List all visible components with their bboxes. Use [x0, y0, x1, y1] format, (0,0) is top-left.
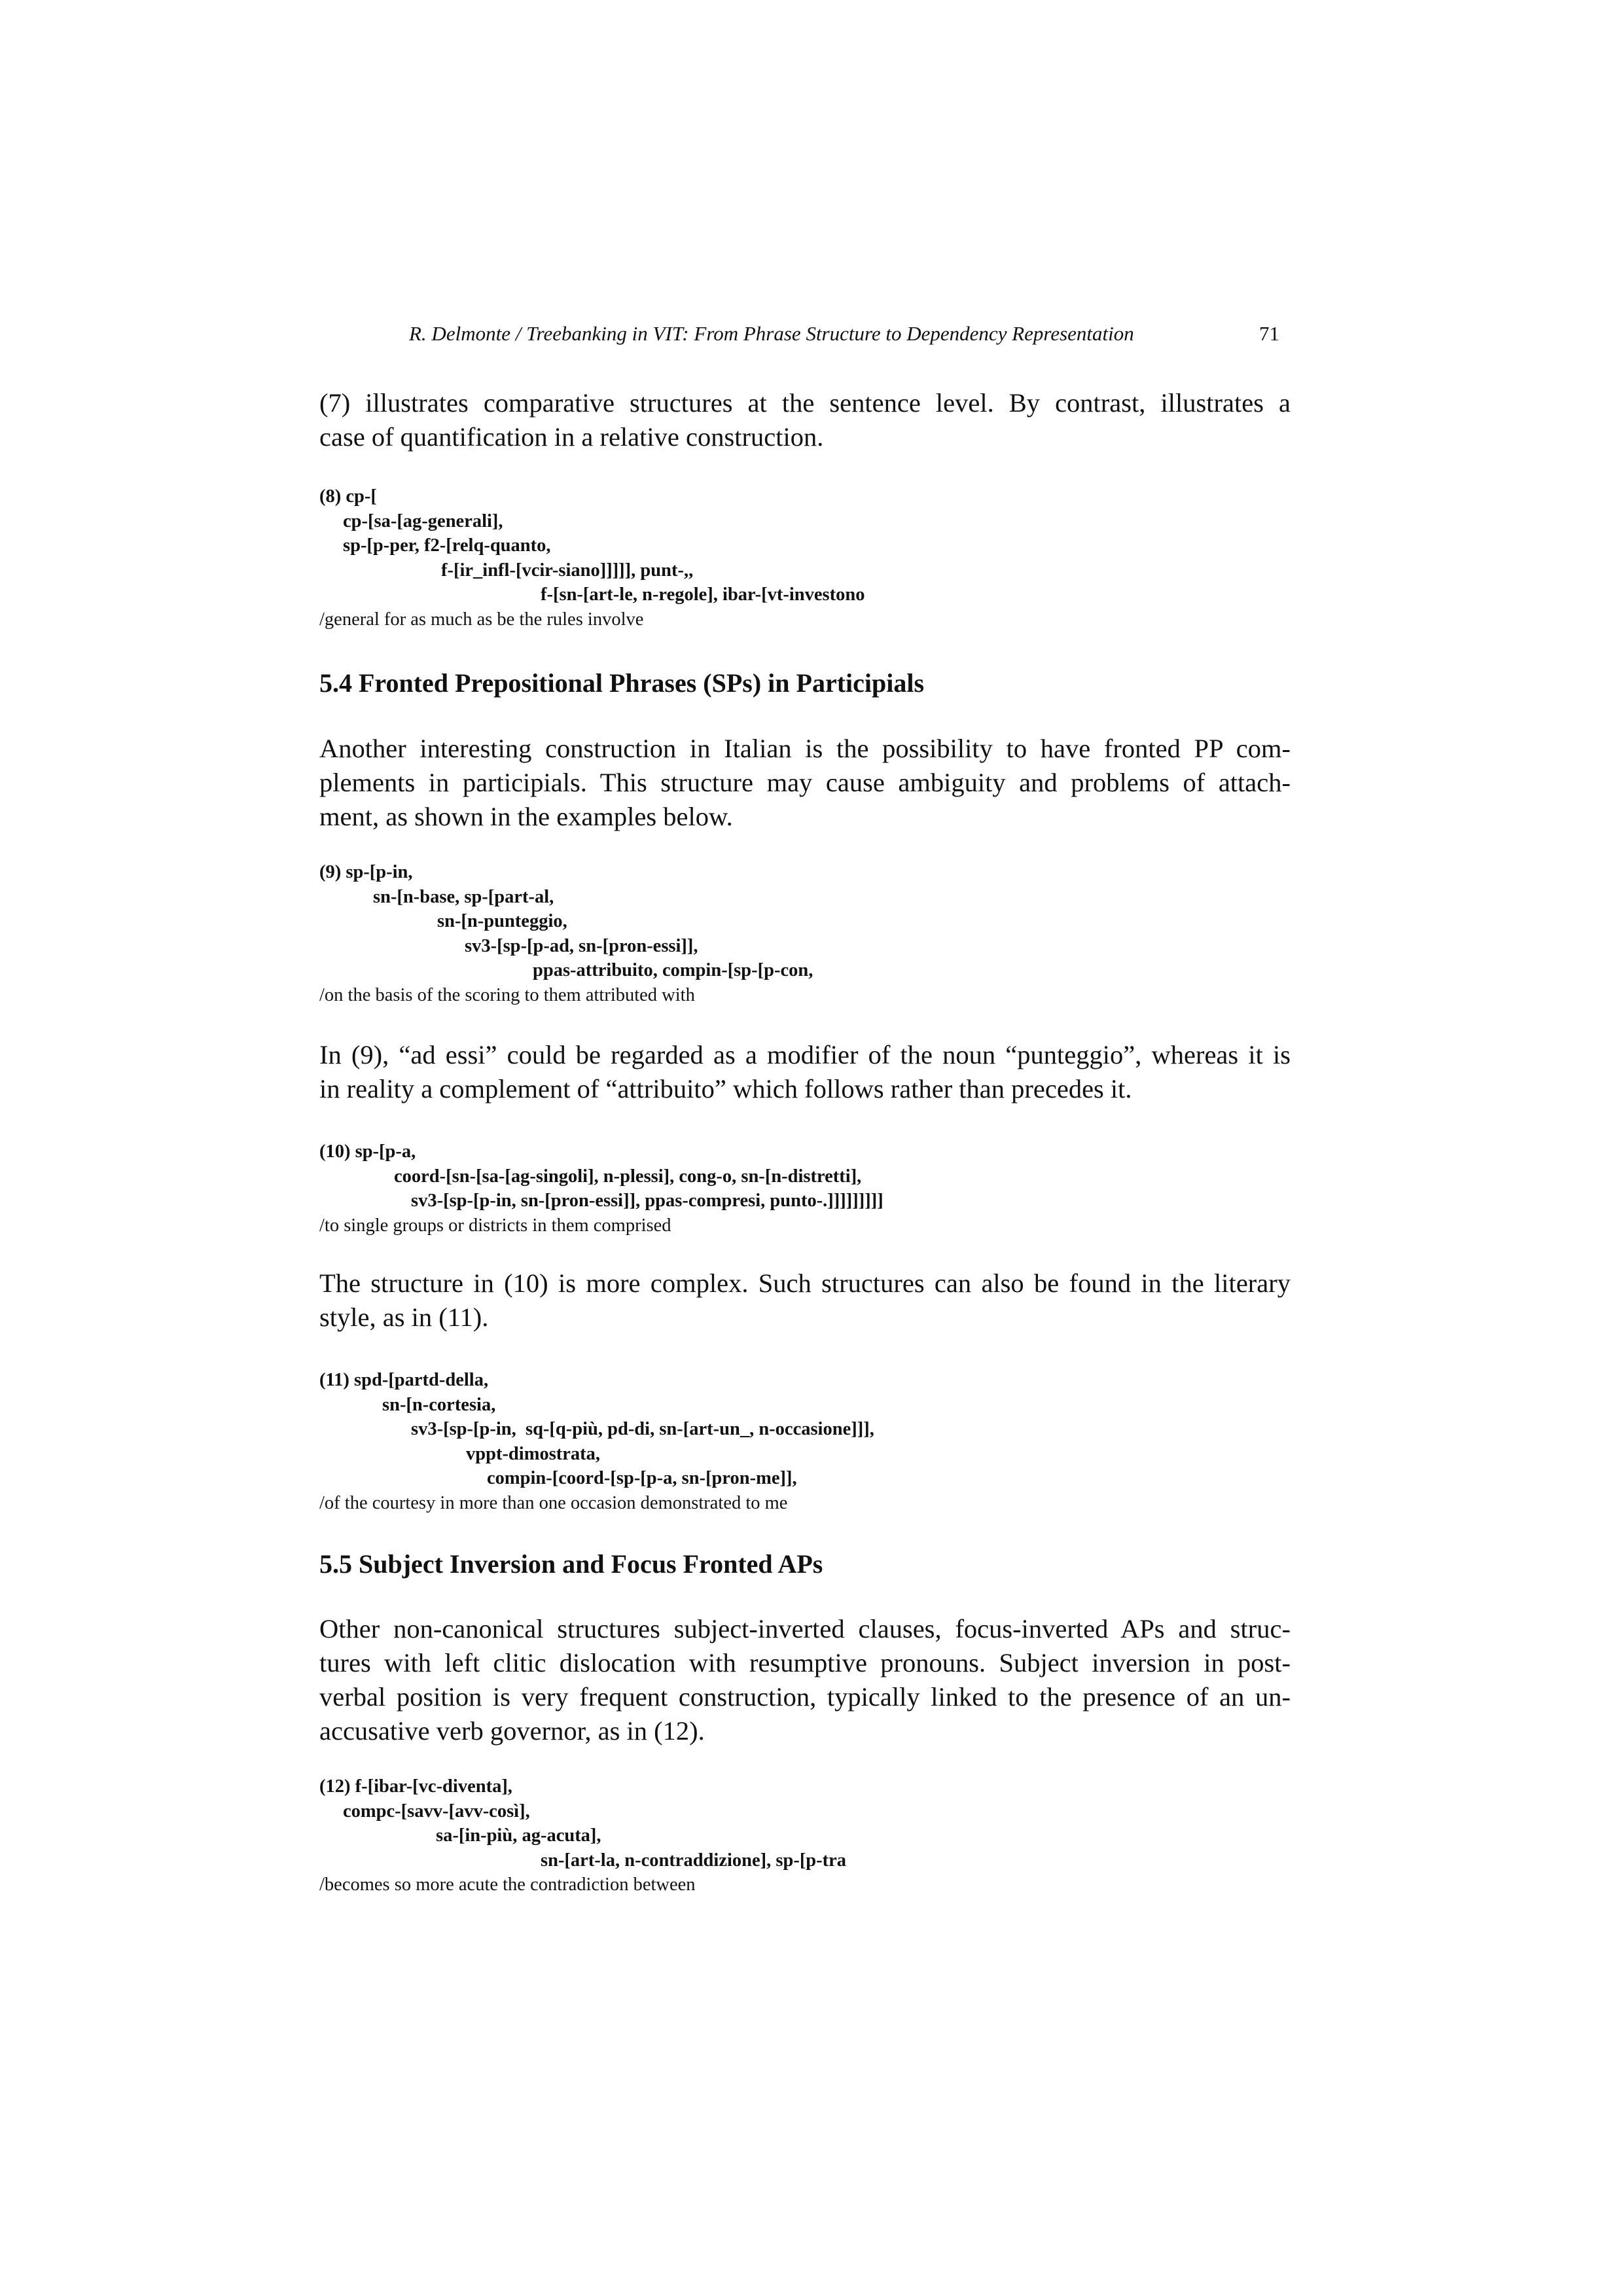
paragraph-line: (7) illustrates comparative structures at the sentence level. By contrast, illustrates a: [319, 388, 1291, 418]
example-12: [319, 1774, 1301, 1897]
example-9: [319, 860, 1301, 1007]
example-line: sn-[art-la, n-contraddizione], sp-[p-tra: [541, 1850, 847, 1871]
paragraph-complex: [319, 1266, 1291, 1335]
example-line: (9) sp-[p-in,: [319, 862, 413, 882]
page-number: 71: [1259, 322, 1279, 345]
example-11: [319, 1368, 1301, 1515]
example-line: sn-[n-base, sp-[part-al,: [373, 886, 554, 907]
example-line: compin-[coord-[sp-[p-a, sn-[pron-me]],: [487, 1468, 797, 1488]
example-10: [319, 1139, 1301, 1238]
example-line: sa-[in-più, ag-acuta],: [436, 1825, 601, 1846]
paragraph-line: plements in participials. This structure may cause ambiguity and problems of attach-: [319, 768, 1291, 797]
example-line: vppt-dimostrata,: [466, 1443, 601, 1464]
running-header: [409, 322, 1279, 346]
example-line: sv3-[sp-[p-in, sn-[pron-essi]], ppas-compresi, punto-.]]]]]]]]]: [411, 1191, 883, 1211]
running-title: R. Delmonte / Treebanking in VIT: From Phrase Structure to Dependency Representation: [409, 322, 1134, 345]
paragraph-line: Another interesting construction in Italian is the possibility to have fronted PP com-: [319, 734, 1291, 763]
example-line: coord-[sn-[sa-[ag-singoli], n-plessi], cong-o, sn-[n-distretti],: [394, 1166, 862, 1187]
paragraph-line: Other non-canonical structures subject-inverted clauses, focus-inverted APs and struc-: [319, 1614, 1291, 1643]
example-line: cp-[sa-[ag-generali],: [343, 511, 503, 531]
paragraph-line: The structure in (10) is more complex. Such structures can also be found in the literary: [319, 1268, 1291, 1298]
paragraph-line: verbal position is very frequent construction, typically linked to the presence of an un-: [319, 1682, 1291, 1712]
example-line: (10) sp-[p-a,: [319, 1141, 416, 1162]
example-gloss: /becomes so more acute the contradiction between: [319, 1874, 696, 1895]
example-line: (12) f-[ibar-[vc-diventa],: [319, 1776, 512, 1797]
example-line: sn-[n-punteggio,: [437, 911, 567, 931]
paragraph-line: case of quantification in a relative construction.: [319, 422, 824, 452]
example-line: compc-[savv-[avv-così],: [343, 1801, 530, 1821]
example-line: sn-[n-cortesia,: [382, 1394, 496, 1415]
example-line: (11) spd-[partd-della,: [319, 1370, 489, 1390]
example-line: sv3-[sp-[p-in, sq-[q-più, pd-di, sn-[art-un_, n-occasione]]],: [411, 1419, 874, 1439]
section-heading-5-4: 5.4 Fronted Prepositional Phrases (SPs) in Participials: [319, 668, 925, 698]
example-gloss: /to single groups or districts in them comprised: [319, 1215, 671, 1236]
paragraph-line: In (9), “ad essi” could be regarded as a modifier of the noun “punteggio”, whereas it is: [319, 1040, 1291, 1069]
example-gloss: /on the basis of the scoring to them attributed with: [319, 984, 695, 1005]
example-gloss: /of the courtesy in more than one occasion demonstrated to me: [319, 1492, 788, 1513]
paragraph-subject-inversion: [319, 1612, 1291, 1748]
paragraph-line: tures with left clitic dislocation with resumptive pronouns. Subject inversion in post-: [319, 1648, 1291, 1677]
example-line: f-[sn-[art-le, n-regole], ibar-[vt-investono: [541, 584, 865, 605]
example-line: f-[ir_infl-[vcir-siano]]]]], punt-,,: [441, 560, 694, 581]
example-line: sv3-[sp-[p-ad, sn-[pron-essi]],: [465, 935, 698, 956]
example-line: sp-[p-per, f2-[relq-quanto,: [343, 535, 551, 556]
paragraph-line: in reality a complement of “attribuito” which follows rather than precedes it.: [319, 1074, 1132, 1103]
paragraph-line: accusative verb governor, as in (12).: [319, 1716, 705, 1746]
paragraph-ad-essi: [319, 1038, 1291, 1106]
example-gloss: /general for as much as be the rules involve: [319, 609, 644, 630]
example-8: [319, 484, 1301, 632]
example-line: (8) cp-[: [319, 486, 377, 507]
paragraph-line: ment, as shown in the examples below.: [319, 802, 733, 831]
paragraph-line: style, as in (11).: [319, 1302, 489, 1332]
section-heading-5-5: 5.5 Subject Inversion and Focus Fronted APs: [319, 1549, 823, 1579]
paragraph-fronted-pp: [319, 732, 1291, 834]
paragraph-intro: [319, 386, 1291, 454]
example-line: ppas-attribuito, compin-[sp-[p-con,: [533, 960, 813, 980]
